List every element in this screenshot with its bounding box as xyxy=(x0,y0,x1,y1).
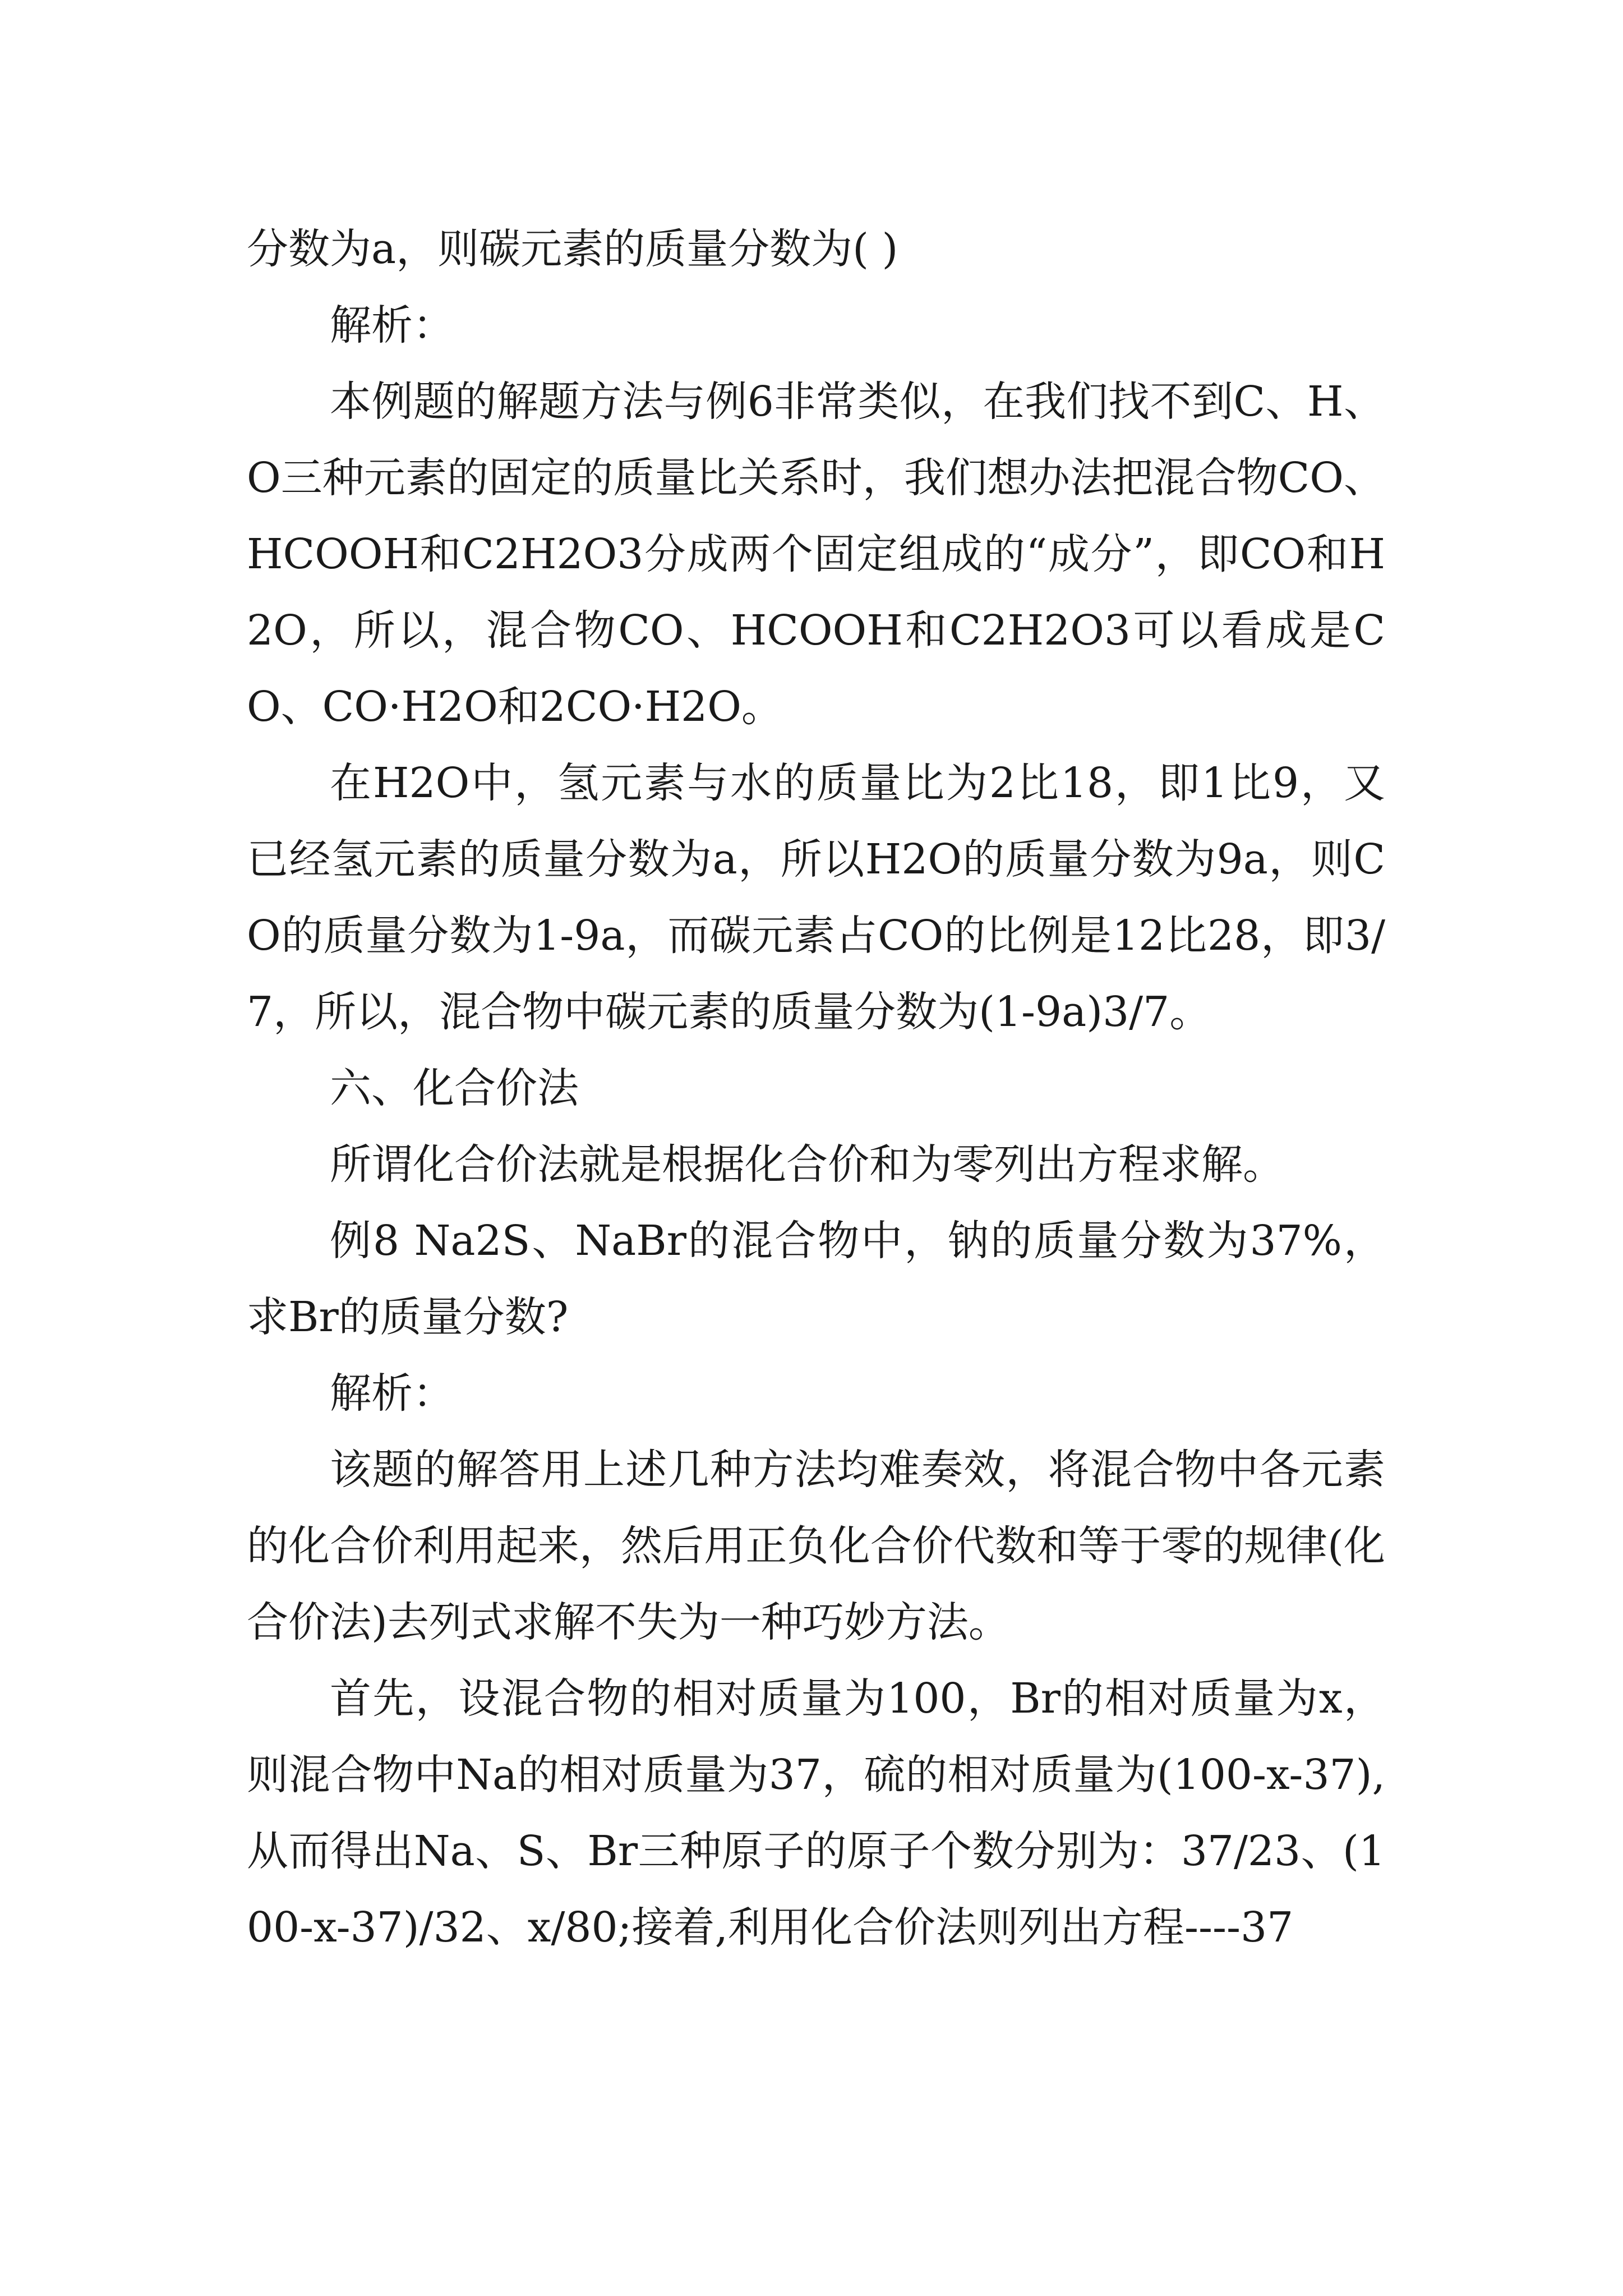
paragraph-solution-approach: 该题的解答用上述几种方法均难奏效，将混合物中各元素的化合价利用起来，然后用正负化合价代数和等于零的规律(化合价法)去列式求解不失为一种巧妙方法。 xyxy=(247,1446,1385,1646)
paragraph-continuation: 分数为a，则碳元素的质量分数为( ) xyxy=(247,225,898,273)
paragraph-calculation: 在H2O中，氢元素与水的质量比为2比18，即1比9，又已经氢元素的质量分数为a，所以H2O的质量分数为9a，则CO的质量分数为1-9a，而碳元素占CO的比例是12比28，即3/7，所以，混合物中碳元素的质量分数为(1-9a)3/7。 xyxy=(247,759,1385,1036)
paragraph-example-8: 例8 Na2S、NaBr的混合物中，钠的质量分数为37%，求Br的质量分数? xyxy=(247,1217,1385,1341)
document-body xyxy=(247,211,1385,1966)
paragraph-solution-steps: 首先，设混合物的相对质量为100，Br的相对质量为x，则混合物中Na的相对质量为37，硫的相对质量为(100-x-37),从而得出Na、S、Br三种原子的原子个数分别为：37/23、(100-x-37)/32、x/80;接着,利用化合价法则列出方程----37 xyxy=(247,1674,1385,1952)
paragraph-method-explanation: 本例题的解题方法与例6非常类似，在我们找不到C、H、O三种元素的固定的质量比关系时，我们想办法把混合物CO、HCOOH和C2H2O3分成两个固定组成的“成分”，即CO和H2O，所以，混合物CO、HCOOH和C2H2O3可以看成是CO、CO·H2O和2CO·H2O。 xyxy=(247,378,1385,731)
paragraph-analysis-heading: 解析： xyxy=(330,301,454,349)
paragraph-valence-definition: 所谓化合价法就是根据化合价和为零列出方程求解。 xyxy=(330,1140,1284,1189)
paragraph-analysis-heading-2: 解析： xyxy=(330,1369,454,1418)
section-heading-valence-method: 六、化合价法 xyxy=(330,1064,579,1112)
